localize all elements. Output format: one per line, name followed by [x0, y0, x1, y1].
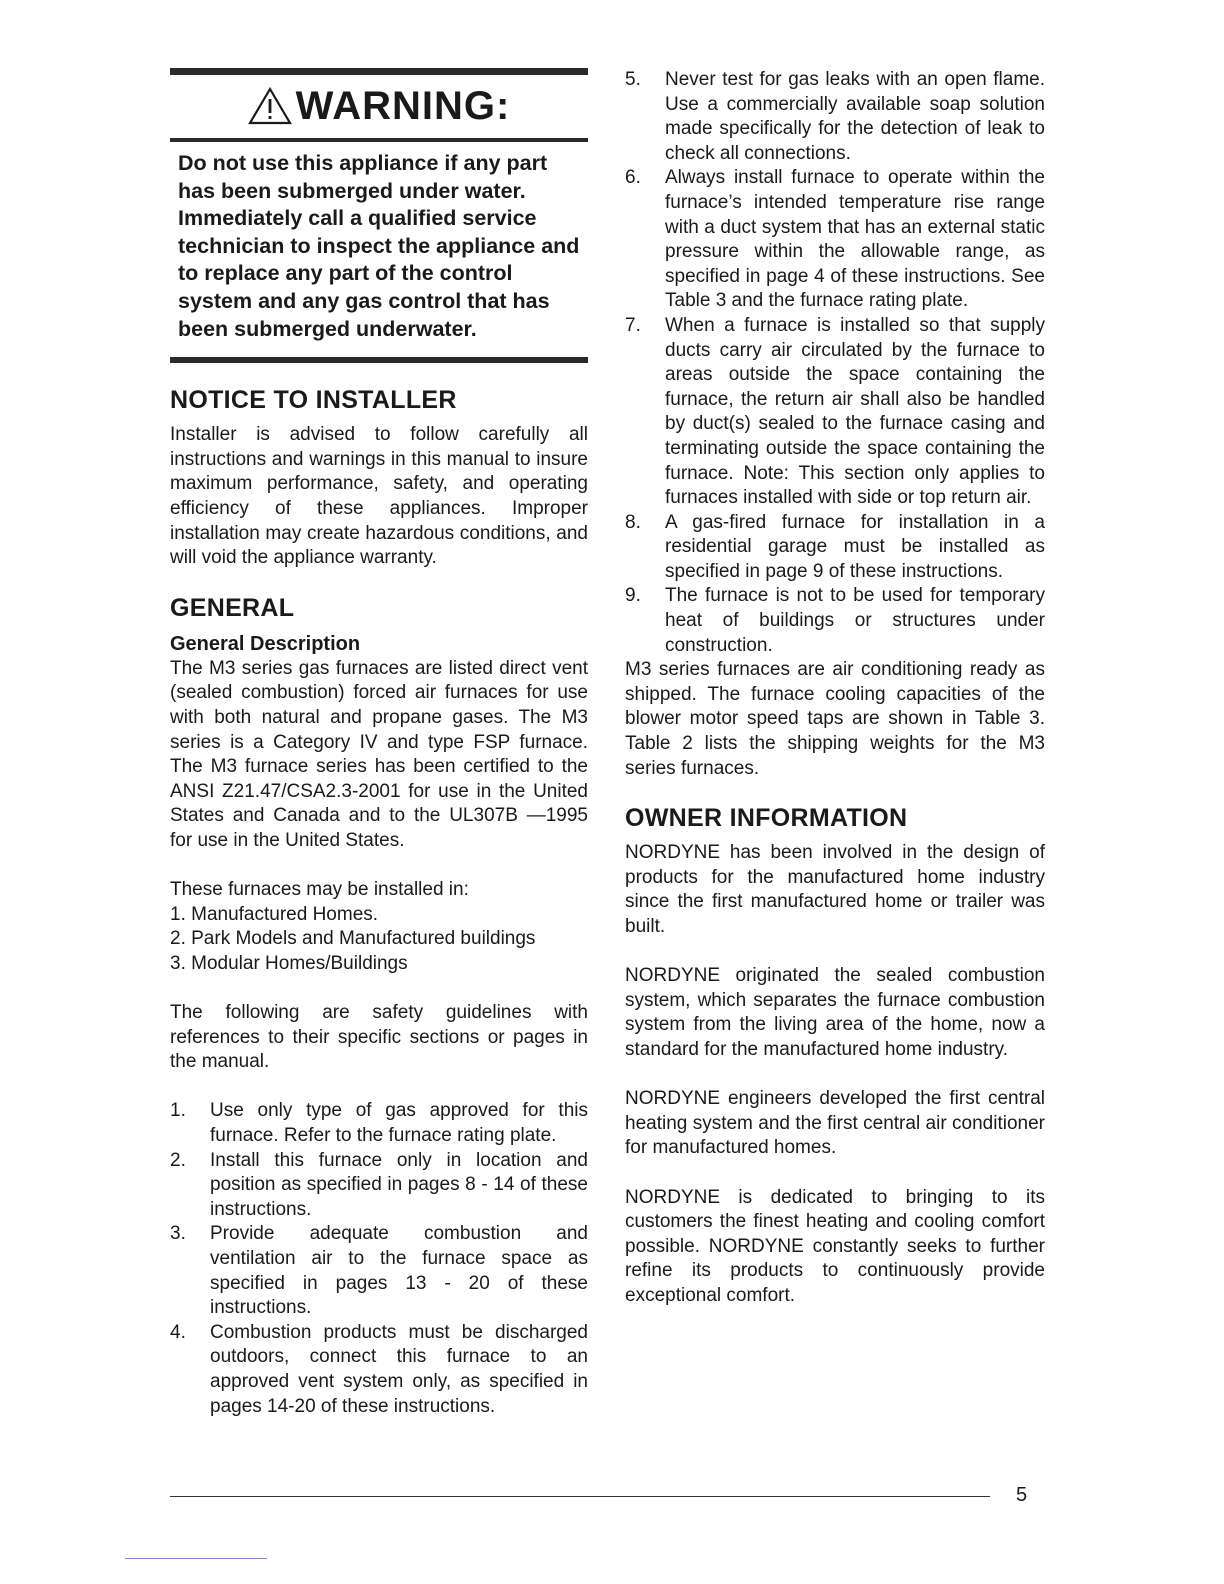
list-item: 1. Manufactured Homes. [170, 903, 379, 925]
safety-guidelines-list-right [625, 68, 1045, 658]
list-item [170, 1149, 588, 1223]
general-description-text: The M3 series gas furnaces are listed direct vent (sealed combustion) forced air furnaces for use with both natural and propane gases. The M3 series is a Category IV and type FSP furnace. The M3 furnace series has been certified to the ANSI Z21.47/CSA2.3-2001 for use in the United States and Canada and to the UL307B —1995 for use in the United States. [170, 657, 588, 851]
list-item-number: 6. [625, 167, 641, 189]
owner-paragraph: NORDYNE has been involved in the design of products for the manufactured home industry since the first manufactured home or trailer was built. [625, 842, 1045, 937]
safety-guidelines-list-left [170, 1099, 588, 1419]
list-item-text: The furnace is not to be used for temporary heat of buildings or structures under construction. [665, 585, 1045, 656]
right-column [625, 68, 1045, 1309]
list-item-number: 3. [170, 1223, 186, 1245]
list-item-number: 4. [170, 1321, 186, 1343]
list-item-text: Use only type of gas approved for this furnace. Refer to the furnace rating plate. [210, 1100, 588, 1146]
list-item-text: When a furnace is installed so that supply ducts carry air circulated by the furnace to areas outside the space containing the furnace, the return air shall also be handled by duct(s) sealed to the furnace casing and terminating outside the space containing the furnace. Note: This section only applies to furnaces installed with side or top return air. [665, 314, 1045, 509]
scan-artifact-line [125, 1558, 267, 1559]
page-number: 5 [1016, 1484, 1028, 1506]
notice-heading: NOTICE TO INSTALLER [170, 386, 457, 415]
warning-title-rule [170, 138, 588, 142]
owner-paragraph: NORDYNE engineers developed the first central heating system and the first central air conditioner for manufactured homes. [625, 1088, 1045, 1159]
notice-text: Installer is advised to follow carefully all instructions and warnings in this manual to insure maximum performance, safety, and operating efficiency of these appliances. Improper installation may create hazardous conditions, and will void the appliance warranty. [170, 424, 588, 569]
owner-heading: OWNER INFORMATION [625, 804, 908, 833]
warning-triangle-icon [248, 86, 292, 126]
list-item-number: 8. [625, 511, 641, 533]
list-item-number: 1. [170, 1100, 186, 1122]
list-item [170, 1222, 588, 1320]
warning-bottom-rule [170, 357, 588, 363]
owner-paragraph: NORDYNE originated the sealed combustion system, which separates the furnace combustion system from the living area of the home, now a standard for the manufactured home industry. [625, 965, 1045, 1060]
list-item-text: Never test for gas leaks with an open flame. Use a commercially available soap solution made specifically for the detection of leak to check all connections. [665, 69, 1045, 164]
safety-intro: The following are safety guidelines with references to their specific sections or pages in the manual. [170, 1002, 588, 1073]
list-item-number: 5. [625, 69, 641, 90]
list-item [170, 1321, 588, 1419]
warning-body: Do not use this appliance if any part has been submerged under water. Immediately call a qualified service technician to inspect the appliance and to replace any part of the control system and any gas control that has been submerged underwater. [178, 151, 580, 341]
list-item [625, 314, 1045, 511]
general-description-subheading: General Description [170, 632, 361, 655]
list-item: 3. Modular Homes/Buildings [170, 952, 408, 974]
install-locations-list [170, 903, 588, 977]
list-item [625, 584, 1045, 658]
ac-ready-text: M3 series furnaces are air conditioning ready as shipped. The furnace cooling capacities of the blower motor speed taps are shown in Table 3. Table 2 lists the shipping weights for the M3 series furnaces. [625, 659, 1045, 779]
list-item-number: 2. [170, 1149, 186, 1171]
warning-title: WARNING: [295, 84, 511, 128]
list-item-text: Combustion products must be discharged outdoors, connect this furnace to an approved vent system only, as specified in pages 14-20 of these instructions. [210, 1321, 588, 1417]
list-item-text: A gas-fired furnace for installation in a residential garage must be installed as specified in page 9 of these instructions. [665, 511, 1045, 582]
warning-title-row [170, 76, 588, 136]
list-item [170, 1099, 588, 1148]
list-item-text: Provide adequate combustion and ventilation air to the furnace space as specified in pages 13 - 20 of these instructions. [210, 1223, 588, 1319]
list-item-text: Install this furnace only in location and position as specified in pages 8 - 14 of these instructions. [210, 1149, 588, 1220]
list-item [625, 511, 1045, 585]
list-item-number: 7. [625, 314, 641, 336]
list-item-number: 9. [625, 585, 641, 607]
list-item: 2. Park Models and Manufactured buildings [170, 928, 536, 950]
owner-paragraph: NORDYNE is dedicated to bringing to its customers the finest heating and cooling comfort possible. NORDYNE constantly seeks to further refine its products to continuously provide exceptional comfort. [625, 1186, 1045, 1306]
list-item [625, 68, 1045, 166]
left-column [170, 68, 588, 1419]
footer-rule [170, 1496, 990, 1497]
warning-top-rule [170, 68, 588, 75]
general-heading: GENERAL [170, 593, 295, 622]
list-item [625, 166, 1045, 314]
list-item-text: Always install furnace to operate within the furnace’s intended temperature rise range with a duct system that has an external static pressure within the allowable range, as specified in page 4 of these instructions. See Table 3 and the furnace rating plate. [665, 167, 1045, 312]
install-intro: These furnaces may be installed in: [170, 879, 469, 901]
